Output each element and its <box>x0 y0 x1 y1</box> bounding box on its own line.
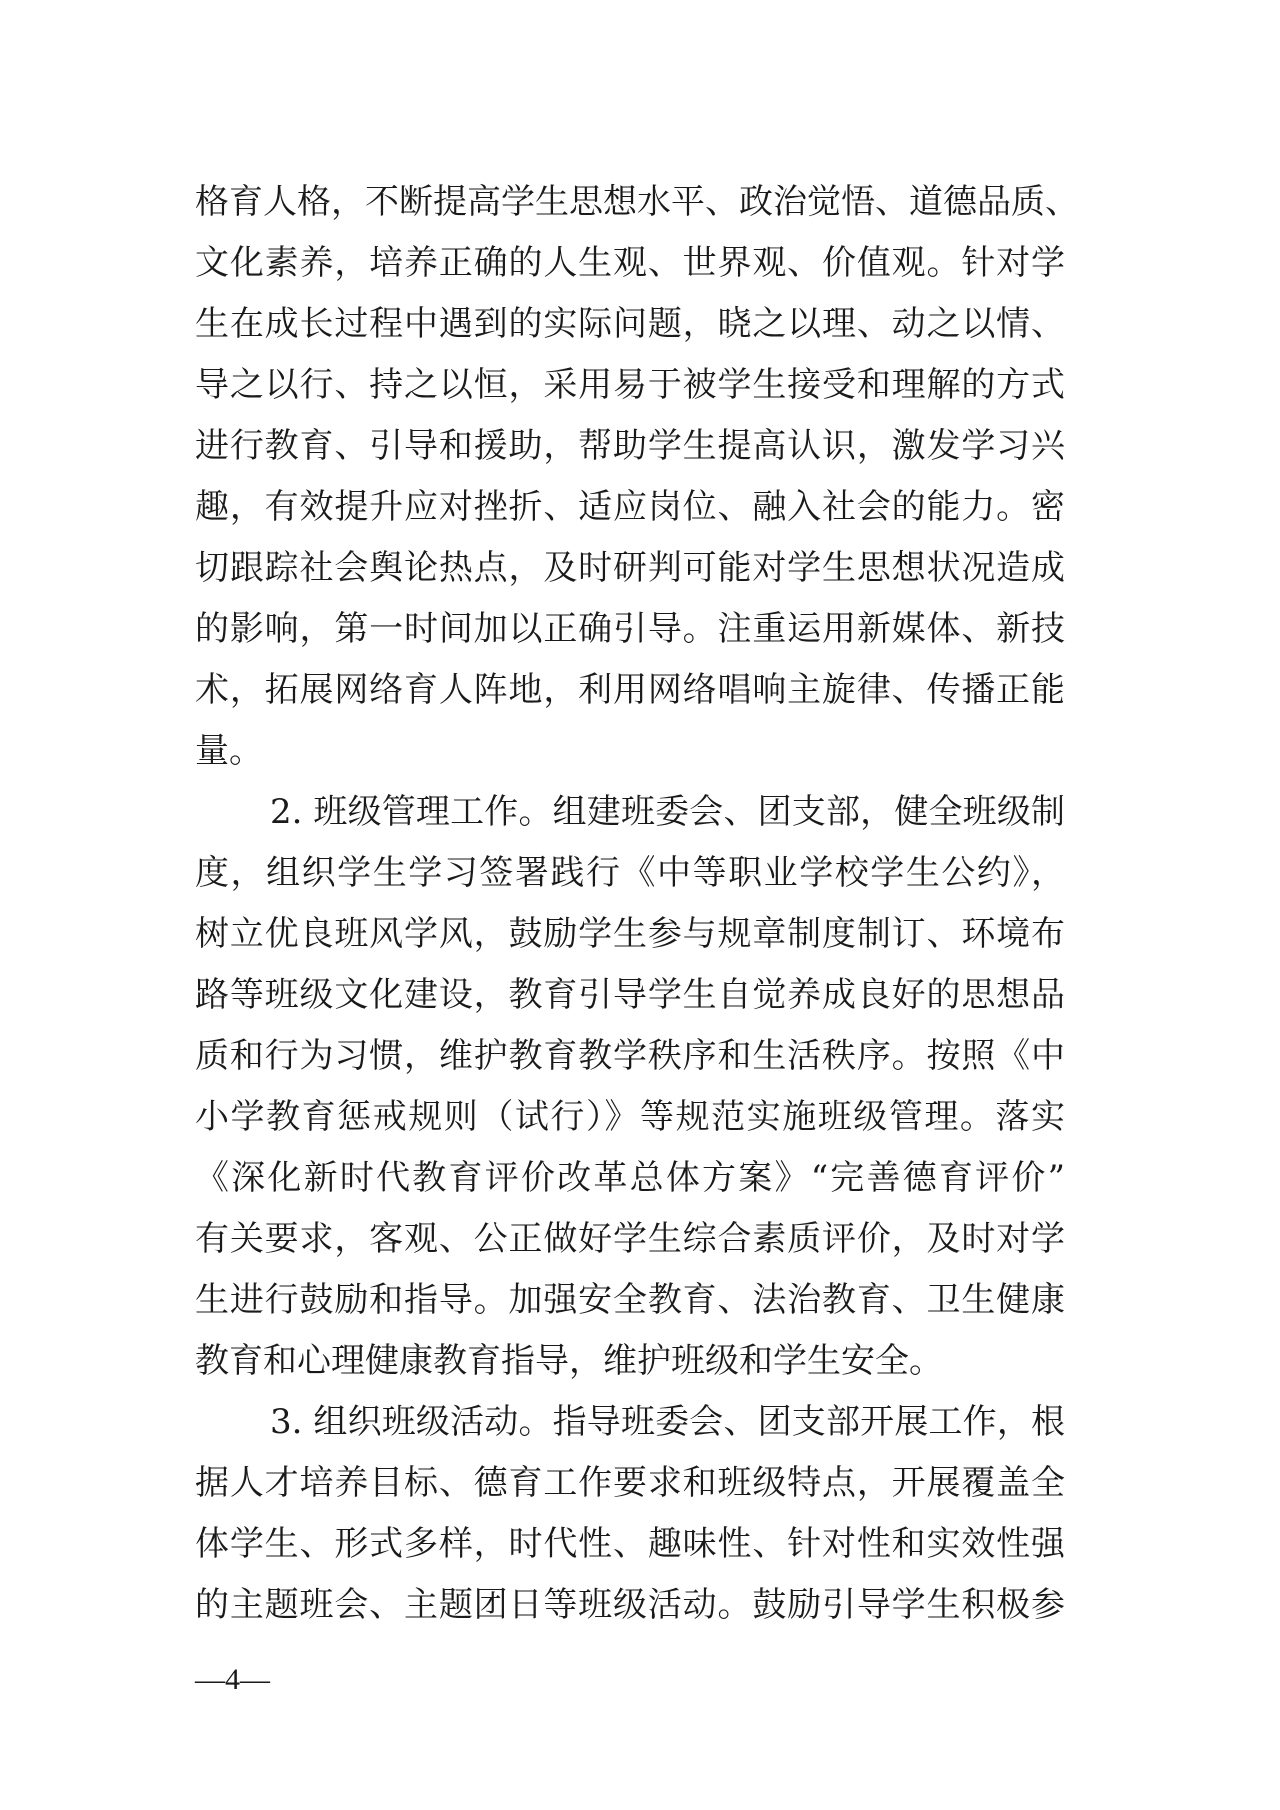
text-line: 体学生、形式多样，时代性、趣味性、针对性和实效性强 <box>195 1524 1065 1564</box>
text-line: 术，拓展网络育人阵地，利用网络唱响主旋律、传播正能 <box>195 670 1065 710</box>
text-line: 有关要求，客观、公正做好学生综合素质评价，及时对学 <box>195 1219 1065 1259</box>
page-number: —4— <box>195 1663 270 1696</box>
text-line: 切跟踪社会舆论热点，及时研判可能对学生思想状况造成 <box>195 548 1065 588</box>
text-line: 的主题班会、主题团日等班级活动。鼓励引导学生积极参 <box>195 1585 1065 1625</box>
text-line: 的影响，第一时间加以正确引导。注重运用新媒体、新技 <box>195 609 1065 649</box>
text-line: 路等班级文化建设，教育引导学生自觉养成良好的思想品 <box>195 975 1065 1015</box>
text-line: 生在成长过程中遇到的实际问题，晓之以理、动之以情、 <box>195 304 1065 344</box>
text-line: 导之以行、持之以恒，采用易于被学生接受和理解的方式 <box>195 365 1065 405</box>
text-line: 质和行为习惯，维护教育教学秩序和生活秩序。按照《中 <box>195 1036 1065 1076</box>
text-line: 文化素养，培养正确的人生观、世界观、价值观。针对学 <box>195 243 1065 283</box>
text-line: 生进行鼓励和指导。加强安全教育、法治教育、卫生健康 <box>195 1280 1065 1320</box>
paragraph-class-activities <box>195 1392 1065 1636</box>
text-line: 格育人格，不断提高学生思想水平、政治觉悟、道德品质、 <box>195 182 1079 222</box>
text-line: 小学教育惩戒规则（试行）》等规范实施班级管理。落实 <box>195 1097 1065 1137</box>
text-line: 据人才培养目标、德育工作要求和班级特点，开展覆盖全 <box>195 1463 1065 1503</box>
paragraph-continuation <box>195 172 1079 782</box>
text-line: 3. 组织班级活动。指导班委会、团支部开展工作，根 <box>270 1402 1065 1442</box>
text-line: 量。 <box>195 731 263 771</box>
text-line: 度，组织学生学习签署践行《中等职业学校学生公约》， <box>195 853 1065 893</box>
text-line: 进行教育、引导和援助，帮助学生提高认识，激发学习兴 <box>195 426 1065 466</box>
text-line: 2. 班级管理工作。组建班委会、团支部，健全班级制 <box>270 792 1065 832</box>
paragraph-class-management <box>195 782 1065 1392</box>
text-line: 树立优良班风学风，鼓励学生参与规章制度制订、环境布 <box>195 914 1065 954</box>
text-line: 《深化新时代教育评价改革总体方案》“完善德育评价” <box>195 1158 1065 1198</box>
text-line: 趣，有效提升应对挫折、适应岗位、融入社会的能力。密 <box>195 487 1065 527</box>
text-line: 教育和心理健康教育指导，维护班级和学生安全。 <box>195 1341 943 1381</box>
body-text <box>195 172 1079 1636</box>
